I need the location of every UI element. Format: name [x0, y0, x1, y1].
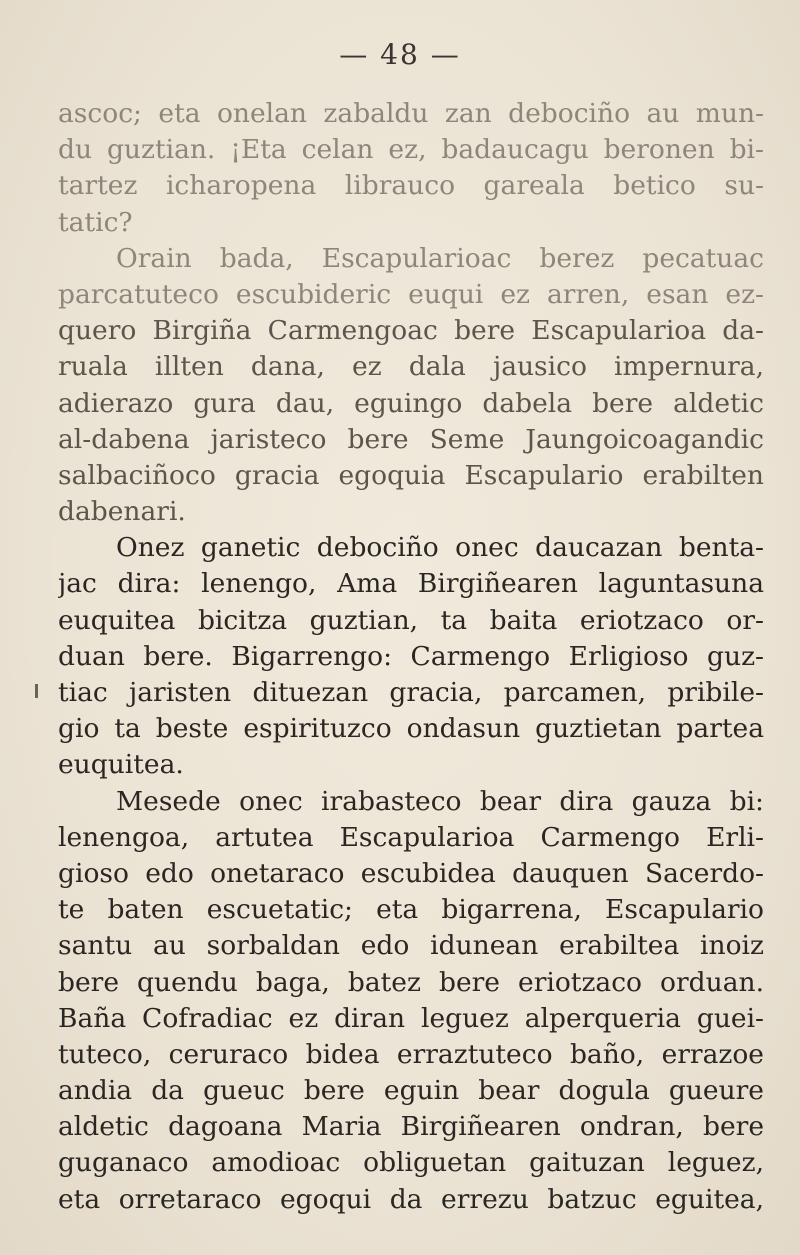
text-line: aldetic dagoana Maria Birgiñearen ondran, bere	[58, 1111, 764, 1143]
text-line: andia da gueuc bere eguin bear dogula gueure	[58, 1075, 764, 1107]
text-line: tatic?	[58, 206, 133, 238]
text-line: ruala illten dana, ez dala jausico impernura,	[58, 351, 764, 383]
text-line: salbaciñoco gracia egoquia Escapulario erabilten	[58, 459, 764, 491]
text-line: santu au sorbaldan edo idunean erabiltea inoiz	[58, 930, 764, 962]
text-line: lenengoa, artutea Escapularioa Carmengo Erli-	[58, 821, 764, 853]
text-line: euquitea.	[58, 749, 184, 781]
text-line: eta orretaraco egoqui da errezu batzuc eguitea,	[58, 1183, 764, 1215]
page-number: — 48 —	[339, 38, 461, 71]
text-line: gio ta beste espirituzco ondasun guztietan partea	[58, 713, 764, 745]
text-line: jac dira: lenengo, Ama Birgiñearen laguntasuna	[58, 568, 764, 600]
text-line: parcatuteco escubideric euqui ez arren, esan ez-	[58, 278, 764, 310]
text-line: tiac jaristen dituezan gracia, parcamen, pribile-	[58, 677, 764, 708]
text-line: te baten escuetatic; eta bigarrena, Escapulario	[58, 894, 764, 926]
text-line: bere quendu baga, batez bere eriotzaco orduan.	[58, 966, 764, 998]
text-line: quero Birgiña Carmengoac bere Escapularioa da-	[58, 315, 764, 347]
text-line: dabenari.	[58, 496, 186, 528]
margin-mark	[35, 684, 38, 698]
text-line: duan bere. Bigarrengo: Carmengo Erligioso guz-	[58, 640, 764, 672]
text-line: Baña Cofradiac ez diran leguez alperqueria guei-	[58, 1002, 764, 1034]
text-line: du guztian. ¡Eta celan ez, badaucagu beronen bi-	[58, 134, 764, 166]
text-line: al-dabena jaristeco bere Seme Jaungoicoagandic	[58, 423, 764, 455]
text-line: adierazo gura dau, eguingo dabela bere aldetic	[58, 387, 764, 419]
text-line: Orain bada, Escapularioac berez pecatuac	[116, 242, 764, 274]
text-line: guganaco amodioac obliguetan gaituzan leguez,	[58, 1147, 764, 1179]
text-line: gioso edo onetaraco escubidea dauquen Sacerdo-	[58, 857, 764, 889]
text-line: euquitea bicitza guztian, ta baita eriotzaco or-	[58, 604, 764, 636]
body-text	[58, 96, 764, 1218]
text-line: Onez ganetic debociño onec daucazan benta-	[116, 532, 764, 564]
text-line: tartez icharopena librauco gareala betico su-	[58, 170, 764, 202]
text-line: Mesede onec irabasteco bear dira gauza bi:	[116, 785, 764, 817]
text-line: tuteco, ceruraco bidea erraztuteco baño, errazoe	[58, 1038, 764, 1070]
text-line: ascoc; eta onelan zabaldu zan debociño au mun-	[58, 98, 764, 129]
